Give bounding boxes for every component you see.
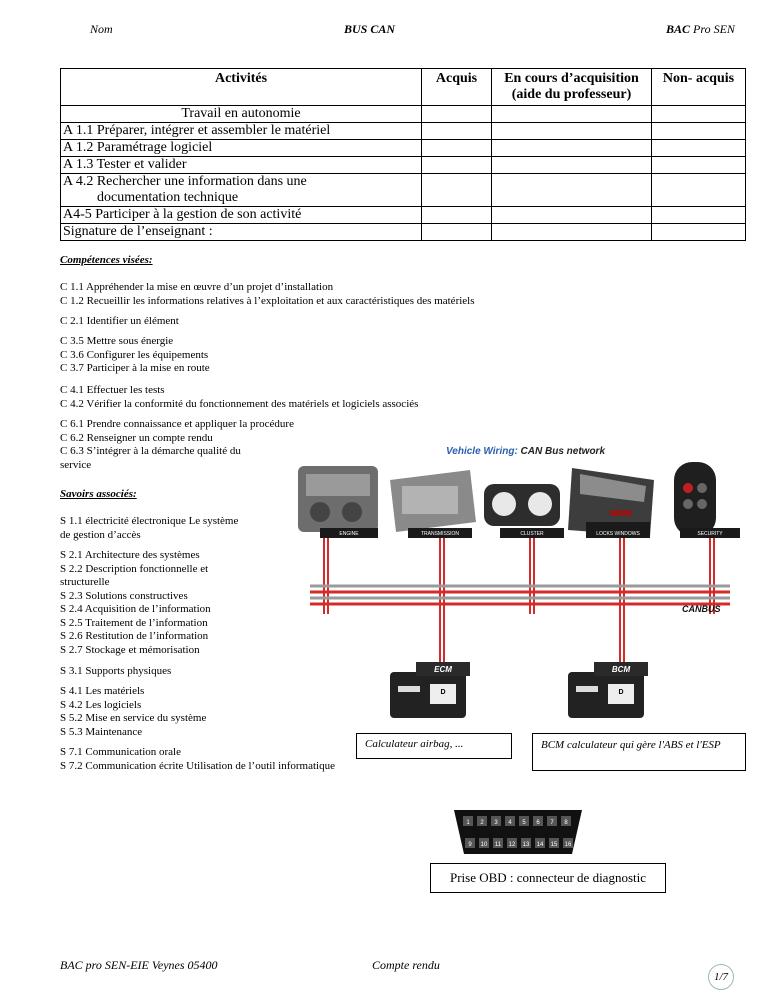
module-engine: ENGINE xyxy=(339,531,359,537)
page-number: 1/7 xyxy=(708,964,734,990)
canbus-label: CANBUS xyxy=(682,604,721,614)
competences-group-3: C 3.5 Mettre sous énergie C 3.6 Configurer les équipements C 3.7 Participer à la mise en route xyxy=(60,335,210,374)
activities-table xyxy=(60,68,746,241)
transmission-icon xyxy=(390,470,476,532)
savoirs-group-2: S 2.1 Architecture des systèmes S 2.2 Description fonctionnelle et structurelle S 2.3 Solutions constructives S 2.4 Acquisition de l’information S 2.5 Traitement de l’information S 2.6 Restitution de l’information S 2.7 Stockage et mémorisation xyxy=(60,549,211,656)
obd-pin-label: 8 xyxy=(564,820,568,826)
keyfob-icon xyxy=(674,462,716,536)
module-transmission: TRANSMISSION xyxy=(420,531,460,537)
ecm-module xyxy=(390,662,470,718)
savoirs-group-5: S 7.1 Communication orale S 7.2 Communication écrite Utilisation de l’outil informatique xyxy=(60,746,335,772)
obd-pin-label: 12 xyxy=(508,842,516,848)
footer-doc: Compte rendu xyxy=(372,958,440,972)
table-row: A 4.2 Rechercher une information dans une documentation technique xyxy=(61,174,422,207)
table-row: Signature de l’enseignant : xyxy=(61,224,422,241)
col-en-cours: En cours d’acquisition (aide du professeur) xyxy=(492,69,652,106)
competences-group-1: C 1.1 Appréhender la mise en œuvre d’un projet d’installation C 1.2 Recueillir les informations relatives à l’exploitation et aux caractéristiques des matériels xyxy=(60,281,475,307)
competences-group-4: C 4.1 Effectuer les tests C 4.2 Vérifier la conformité du fonctionnement des matériels et logiciels associés xyxy=(60,384,419,410)
obd-pin-label: 14 xyxy=(536,842,544,848)
obd-pin-label: 10 xyxy=(480,842,488,848)
cluster-icon xyxy=(484,484,560,526)
obd-pin-label: 11 xyxy=(494,842,502,848)
bcm-letter: D xyxy=(618,689,624,696)
module-locks: LOCKS WINDOWS xyxy=(596,531,640,537)
obd-caption: Prise OBD : connecteur de diagnostic xyxy=(430,863,666,893)
obd-connector-icon xyxy=(452,808,584,856)
header-name: Nom xyxy=(90,22,113,36)
footer-school: BAC pro SEN-EIE Veynes 05400 xyxy=(60,958,218,972)
competences-group-5: C 6.1 Prendre connaissance et appliquer la procédure C 6.2 Renseigner un compte rendu C 6.3 S’intégrer à la démarche qualité du service xyxy=(60,418,294,471)
callout-bcm: BCM calculateur qui gère l'ABS et l'ESP xyxy=(532,733,746,771)
col-non-acquis: Non- acquis xyxy=(652,69,746,106)
obd-pin-label: 6 xyxy=(536,820,540,826)
savoirs-title: Savoirs associés: xyxy=(60,488,137,500)
obd-pin-label: 7 xyxy=(550,820,554,826)
table-row: A4-5 Participer à la gestion de son activité xyxy=(61,207,422,224)
obd-pin-label: 3 xyxy=(494,820,498,826)
competences-title: Compétences visées: xyxy=(60,254,153,266)
col-acquis: Acquis xyxy=(422,69,492,106)
header-class: BAC Pro SEN xyxy=(666,22,735,36)
obd-pin-label: 9 xyxy=(468,842,472,848)
obd-pin-label: 5 xyxy=(522,820,526,826)
competences-group-2: C 2.1 Identifier un élément xyxy=(60,315,179,327)
obd-pin-label: 15 xyxy=(550,842,558,848)
savoirs-group-1: S 1.1 électricité électronique Le système de gestion d’accès xyxy=(60,515,239,541)
obd-pin-label: 2 xyxy=(480,820,484,826)
table-row: A 1.2 Paramétrage logiciel xyxy=(61,140,422,157)
obd-pin-label: 4 xyxy=(508,820,512,826)
obd-pin-label: 1 xyxy=(466,820,470,826)
engine-icon xyxy=(298,466,378,532)
diagram-title: Vehicle Wiring: CAN Bus network xyxy=(446,446,606,457)
obd-pin-label: 13 xyxy=(522,842,530,848)
callout-airbag: Calculateur airbag, ... xyxy=(356,733,512,759)
ecm-letter: D xyxy=(440,689,446,696)
bcm-label: BCM xyxy=(611,665,631,674)
can-bus-diagram xyxy=(290,440,750,760)
table-row: A 1.3 Tester et valider xyxy=(61,157,422,174)
module-security: SECURITY xyxy=(697,531,723,537)
table-row: A 1.1 Préparer, intégrer et assembler le matériel xyxy=(61,123,422,140)
can-bus-lines xyxy=(310,586,730,604)
savoirs-group-3: S 3.1 Supports physiques xyxy=(60,665,172,677)
obd-pin-label: 16 xyxy=(564,842,572,848)
savoirs-group-4: S 4.1 Les matériels S 4.2 Les logiciels S 5.2 Mise en service du système S 5.3 Maintenance xyxy=(60,685,207,738)
header-title: BUS CAN xyxy=(344,22,396,36)
ecm-label: ECM xyxy=(434,665,452,674)
bcm-module xyxy=(568,662,648,718)
module-cluster: CLUSTER xyxy=(520,531,544,537)
table-row: Travail en autonomie xyxy=(61,106,422,123)
col-activites: Activités xyxy=(61,69,422,106)
